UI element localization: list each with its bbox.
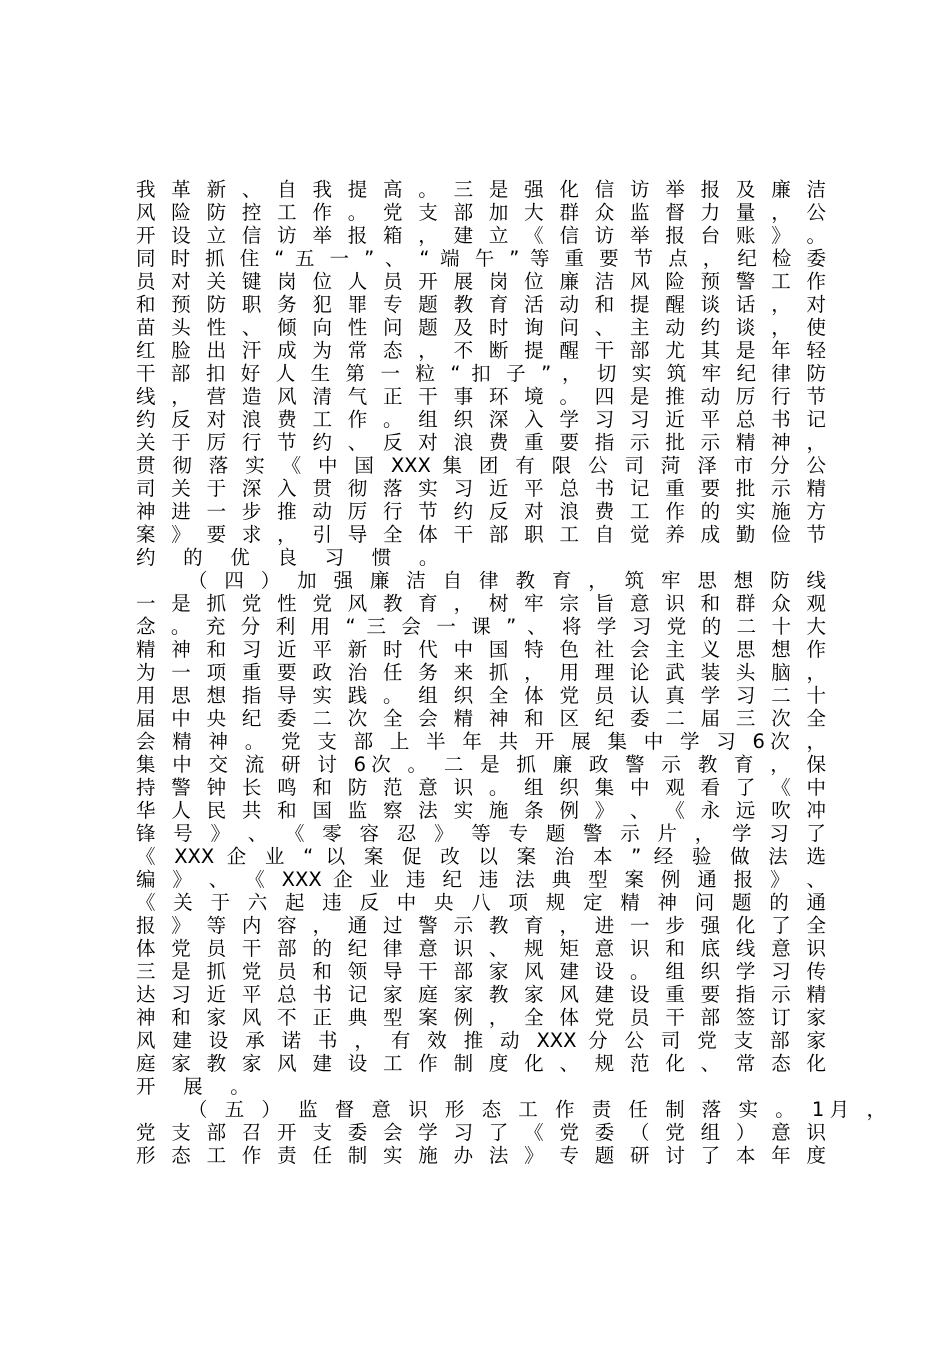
text-line: 精 神 和 习 近 平 新 时 代 中 国 特 色 社 会 主 义 思 想 作 — [136, 638, 826, 661]
text-line: 同 时 抓 住 “ 五 一 ” 、 “ 端 午 ” 等 重 要 节 点 ， 纪 检 委 — [136, 247, 826, 270]
text-line: 和 预 防 职 务 犯 罪 专 题 教 育 活 动 和 提 醒 谈 话 ， 对 — [136, 293, 826, 316]
text-line: 约 反 对 浪 费 工 作 。 组 织 深 入 学 习 习 近 平 总 书 记 — [136, 408, 826, 431]
text-line: 开 展 。 — [136, 1075, 261, 1098]
text-line: 我 革 新 、 自 我 提 高 。 三 是 强 化 信 访 举 报 及 廉 洁 — [136, 178, 826, 201]
text-line: 庭 家 教 家 风 建 设 工 作 制 度 化 、 规 范 化 、 常 态 化 — [136, 1052, 826, 1075]
section-heading: （ 五 ） 监 督 意 识 形 态 工 作 责 任 制 落 实 。 1月 ， — [188, 1098, 886, 1121]
text-line: 形 态 工 作 责 任 制 实 施 办 法 》 专 题 研 讨 了 本 年 度 — [136, 1144, 826, 1167]
text-line: 干 部 扣 好 人 生 第 一 粒 “ 扣 子 ” ， 切 实 筑 牢 纪 律 防 — [136, 362, 826, 385]
body-text — [136, 178, 886, 1167]
text-line: 开 设 立 信 访 举 报 箱 ， 建 立 《 信 访 举 报 台 账 》 。 — [136, 224, 826, 247]
text-line: 苗 头 性 、 倾 向 性 问 题 及 时 询 问 、 主 动 约 谈 ， 使 — [136, 316, 826, 339]
text-line: 届 中 央 纪 委 二 次 全 会 精 神 和 区 纪 委 二 届 三 次 全 — [136, 707, 826, 730]
text-line: 报 》 等 内 容 ， 通 过 警 示 教 育 ， 进 一 步 强 化 了 全 — [136, 914, 826, 937]
text-line: 一 是 抓 党 性 党 风 教 育 ， 树 牢 宗 旨 意 识 和 群 众 观 — [136, 592, 826, 615]
text-line: 念 。 充 分 利 用 “ 三 会 一 课 ” 、 将 学 习 党 的 二 十 大 — [136, 615, 826, 638]
text-line: 体 党 员 干 部 的 纪 律 意 识 、 规 矩 意 识 和 底 线 意 识 — [136, 937, 826, 960]
text-line: 华 人 民 共 和 国 监 察 法 实 施 条 例 》 、 《 永 远 吹 冲 — [136, 799, 826, 822]
text-line: 会 精 神 。 党 支 部 上 半 年 共 开 展 集 中 学 习 6次 ， — [136, 730, 826, 753]
text-line: 《 XXX 企 业 “ 以 案 促 改 以 案 治 本 ” 经 验 做 法 选 — [136, 845, 826, 868]
text-line: 关 于 厉 行 节 约 、 反 对 浪 费 重 要 指 示 批 示 精 神 ， — [136, 431, 826, 454]
text-line: 为 一 项 重 要 政 治 任 务 来 抓 ， 用 理 论 武 装 头 脑 ， — [136, 661, 826, 684]
text-line: 党 支 部 召 开 支 委 会 学 习 了 《 党 委 （ 党 组 ） 意 识 — [136, 1121, 826, 1144]
text-line: 约 的 优 良 习 惯 。 — [136, 546, 450, 569]
text-line: 司 关 于 深 入 贯 彻 落 实 习 近 平 总 书 记 重 要 批 示 精 — [136, 477, 826, 500]
text-line: 案 》 要 求 ， 引 导 全 体 干 部 职 工 自 觉 养 成 勤 俭 节 — [136, 523, 826, 546]
text-line: 持 警 钟 长 鸣 和 防 范 意 识 。 组 织 集 中 观 看 了 《 中 — [136, 776, 826, 799]
text-line: 用 思 想 指 导 实 践 。 组 织 全 体 党 员 认 真 学 习 二 十 — [136, 684, 826, 707]
section-heading: （ 四 ） 加 强 廉 洁 自 律 教 育 ， 筑 牢 思 想 防 线 — [188, 569, 826, 592]
text-line: 员 对 关 键 岗 位 人 员 开 展 岗 位 廉 洁 风 险 预 警 工 作 — [136, 270, 826, 293]
text-line: 集 中 交 流 研 讨 6次 。 二 是 抓 廉 政 警 示 教 育 ， 保 — [136, 753, 826, 776]
text-line: 红 脸 出 汗 成 为 常 态 ， 不 断 提 醒 干 部 尤 其 是 年 轻 — [136, 339, 826, 362]
text-line: 编 》 、 《 XXX 企 业 违 纪 违 法 典 型 案 例 通 报 》 、 — [136, 868, 826, 891]
text-line: 锋 号 》 、 《 零 容 忍 》 等 专 题 警 示 片 ， 学 习 了 — [136, 822, 826, 845]
text-line: 线 ， 营 造 风 清 气 正 干 事 环 境 。 四 是 推 动 厉 行 节 — [136, 385, 826, 408]
text-line: 风 建 设 承 诺 书 ， 有 效 推 动 XXX 分 公 司 党 支 部 家 — [136, 1029, 826, 1052]
text-line: 《 关 于 六 起 违 反 中 央 八 项 规 定 精 神 问 题 的 通 — [136, 891, 826, 914]
text-line: 三 是 抓 党 员 和 领 导 干 部 家 风 建 设 。 组 织 学 习 传 — [136, 960, 826, 983]
text-line: 风 险 防 控 工 作 。 党 支 部 加 大 群 众 监 督 力 量 ， 公 — [136, 201, 826, 224]
text-line: 贯 彻 落 实 《 中 国 XXX 集 团 有 限 公 司 菏 泽 市 分 公 — [136, 454, 826, 477]
text-line: 神 和 家 风 不 正 典 型 案 例 ， 全 体 党 员 干 部 签 订 家 — [136, 1006, 826, 1029]
text-line: 神 进 一 步 推 动 厉 行 节 约 反 对 浪 费 工 作 的 实 施 方 — [136, 500, 826, 523]
text-line: 达 习 近 平 总 书 记 家 庭 家 教 家 风 建 设 重 要 指 示 精 — [136, 983, 826, 1006]
